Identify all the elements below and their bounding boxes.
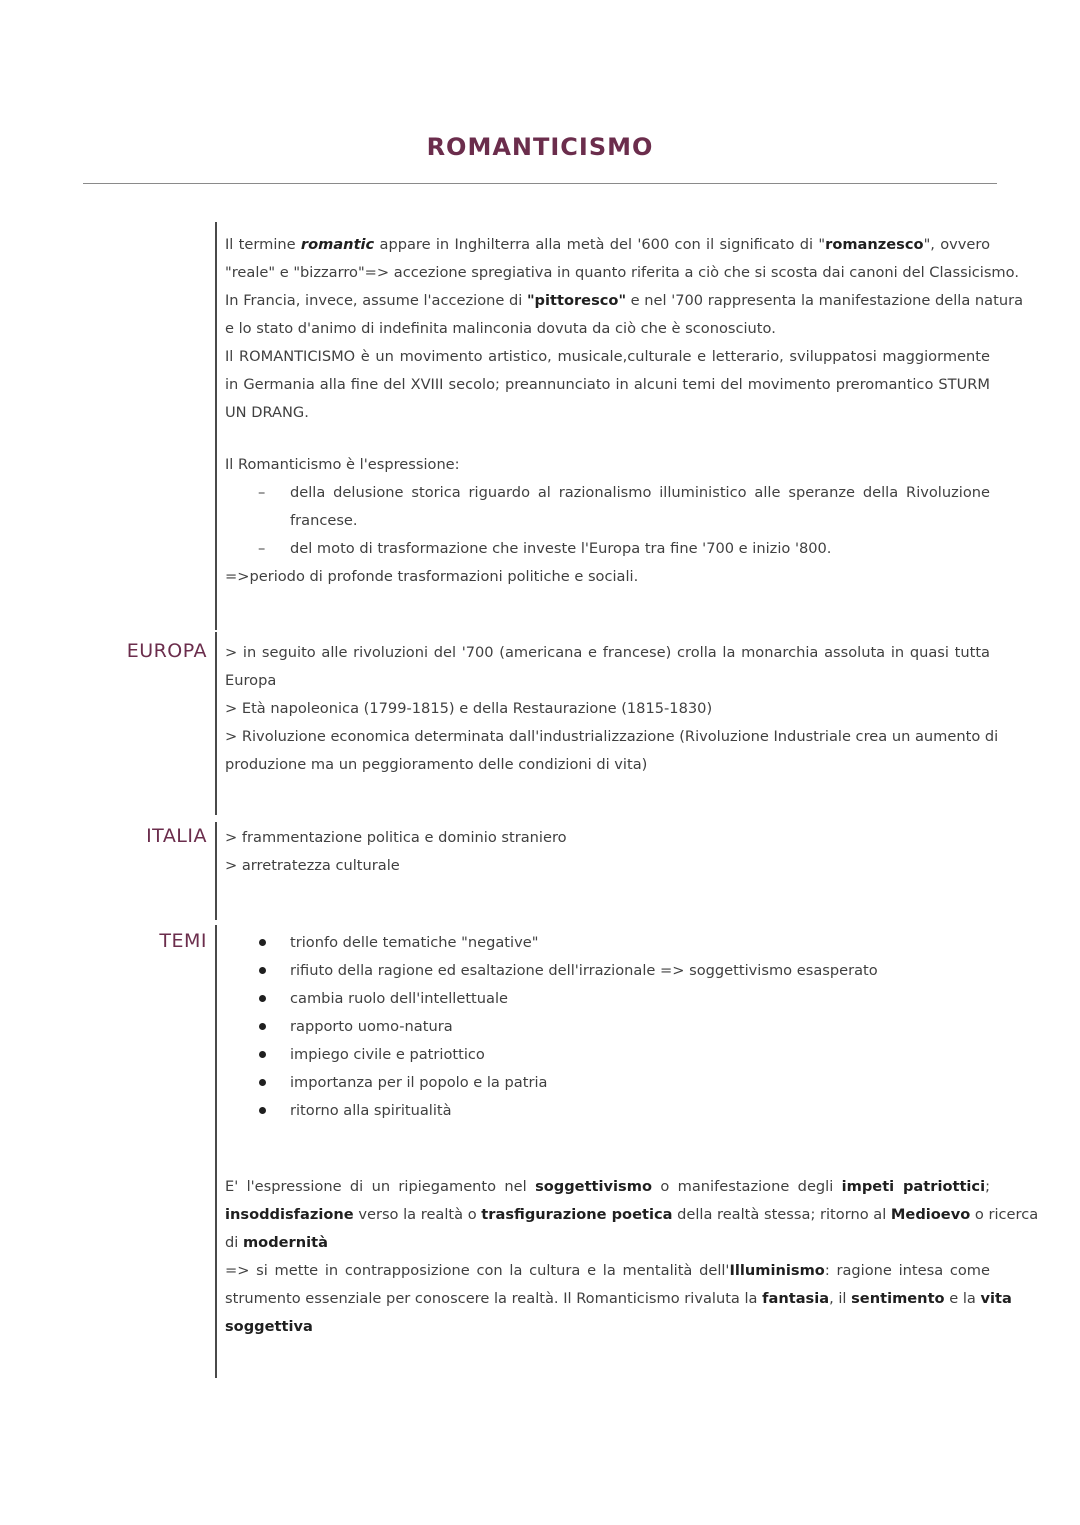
section-label-italia: ITALIA xyxy=(146,825,207,847)
text-line: in Germania alla fine del XVIII secolo; preannunciato in alcuni temi del movimento preromantico STURM xyxy=(225,376,990,393)
text-line: e lo stato d'animo di indefinita malinconia dovuta da ciò che è sconosciuto. xyxy=(225,320,776,337)
text-line: produzione ma un peggioramento delle condizioni di vita) xyxy=(225,756,648,773)
title-divider xyxy=(83,183,997,184)
margin-line-finale xyxy=(215,1165,217,1378)
list-item: cambia ruolo dell'intellettuale xyxy=(290,990,509,1007)
bullet-icon xyxy=(259,1051,266,1058)
text-line: > arretratezza culturale xyxy=(225,857,400,874)
text-line: > frammentazione politica e dominio straniero xyxy=(225,829,567,846)
text-line: "reale" e "bizzarro"=> accezione spregiativa in quanto riferita a ciò che si scosta dai canoni del Classicismo. xyxy=(225,264,1019,281)
margin-line-intro xyxy=(215,222,217,630)
text-line: Europa xyxy=(225,672,277,689)
text-line: Il termine romantic appare in Inghilterra alla metà del '600 con il significato di "romanzesco", ovvero xyxy=(225,236,991,253)
text-line: > in seguito alle rivoluzioni del '700 (americana e francese) crolla la monarchia assoluta in quasi tutta xyxy=(225,644,990,661)
list-item: rapporto uomo-natura xyxy=(290,1018,453,1035)
espressione-item-2 xyxy=(290,535,990,563)
list-item: importanza per il popolo e la patria xyxy=(290,1074,548,1091)
text-line: Il ROMANTICISMO è un movimento artistico, musicale,culturale e letterario, sviluppatosi maggiormente xyxy=(225,348,990,365)
text-line: della delusione storica riguardo al razionalismo illuministico alle speranze della Rivoluzione xyxy=(290,484,990,501)
final-paragraph xyxy=(225,1173,1039,1341)
italia-section xyxy=(225,824,990,880)
europa-section xyxy=(225,639,999,779)
margin-line-italia xyxy=(215,822,217,920)
margin-line-temi xyxy=(215,925,217,1165)
text-line: di modernità xyxy=(225,1234,328,1251)
text-line: del moto di trasformazione che investe l'Europa tra fine '700 e inizio '800. xyxy=(290,540,832,557)
bullet-icon xyxy=(259,939,266,946)
text-line: insoddisfazione verso la realtà o trasfigurazione poetica della realtà stessa; ritorno al Medioevo o ricerca xyxy=(225,1206,1039,1223)
section-label-europa: EUROPA xyxy=(126,640,207,662)
list-item: rifiuto della ragione ed esaltazione dell'irrazionale => soggettivismo esasperato xyxy=(290,962,878,979)
section-label-temi: TEMI xyxy=(159,930,207,952)
espressione-item-1 xyxy=(290,479,990,535)
text-line: strumento essenziale per conoscere la realtà. Il Romanticismo rivaluta la fantasia, il sentimento e la vita xyxy=(225,1290,1012,1307)
text-line: > Rivoluzione economica determinata dall'industrializzazione (Rivoluzione Industriale crea un aumento di xyxy=(225,728,999,745)
dash-bullet: – xyxy=(258,540,266,557)
text-line: francese. xyxy=(290,512,358,529)
espressione-head xyxy=(225,451,990,479)
text-line: =>periodo di profonde trasformazioni politiche e sociali. xyxy=(225,568,639,585)
bullet-icon xyxy=(259,1023,266,1030)
intro-paragraph xyxy=(225,231,1024,427)
text-line: > Età napoleonica (1799-1815) e della Restaurazione (1815-1830) xyxy=(225,700,713,717)
text-line: Il Romanticismo è l'espressione: xyxy=(225,456,460,473)
bullet-icon xyxy=(259,1079,266,1086)
text-line: UN DRANG. xyxy=(225,404,309,421)
bullet-icon xyxy=(259,967,266,974)
text-line: In Francia, invece, assume l'accezione di "pittoresco" e nel '700 rappresenta la manifestazione della natura xyxy=(225,292,1024,309)
list-item: trionfo delle tematiche "negative" xyxy=(290,934,539,951)
bullet-icon xyxy=(259,995,266,1002)
margin-line-europa xyxy=(215,632,217,815)
text-line: => si mette in contrapposizione con la cultura e la mentalità dell'Illuminismo: ragione intesa come xyxy=(225,1262,990,1279)
text-line: soggettiva xyxy=(225,1318,313,1335)
espressione-result xyxy=(225,563,990,591)
bullet-icon xyxy=(259,1107,266,1114)
page-title: ROMANTICISMO xyxy=(426,133,654,161)
list-item: ritorno alla spiritualità xyxy=(290,1102,452,1119)
text-line: E' l'espressione di un ripiegamento nel soggettivismo o manifestazione degli impeti patriottici; xyxy=(225,1178,991,1195)
dash-bullet: – xyxy=(258,484,266,501)
list-item: impiego civile e patriottico xyxy=(290,1046,485,1063)
